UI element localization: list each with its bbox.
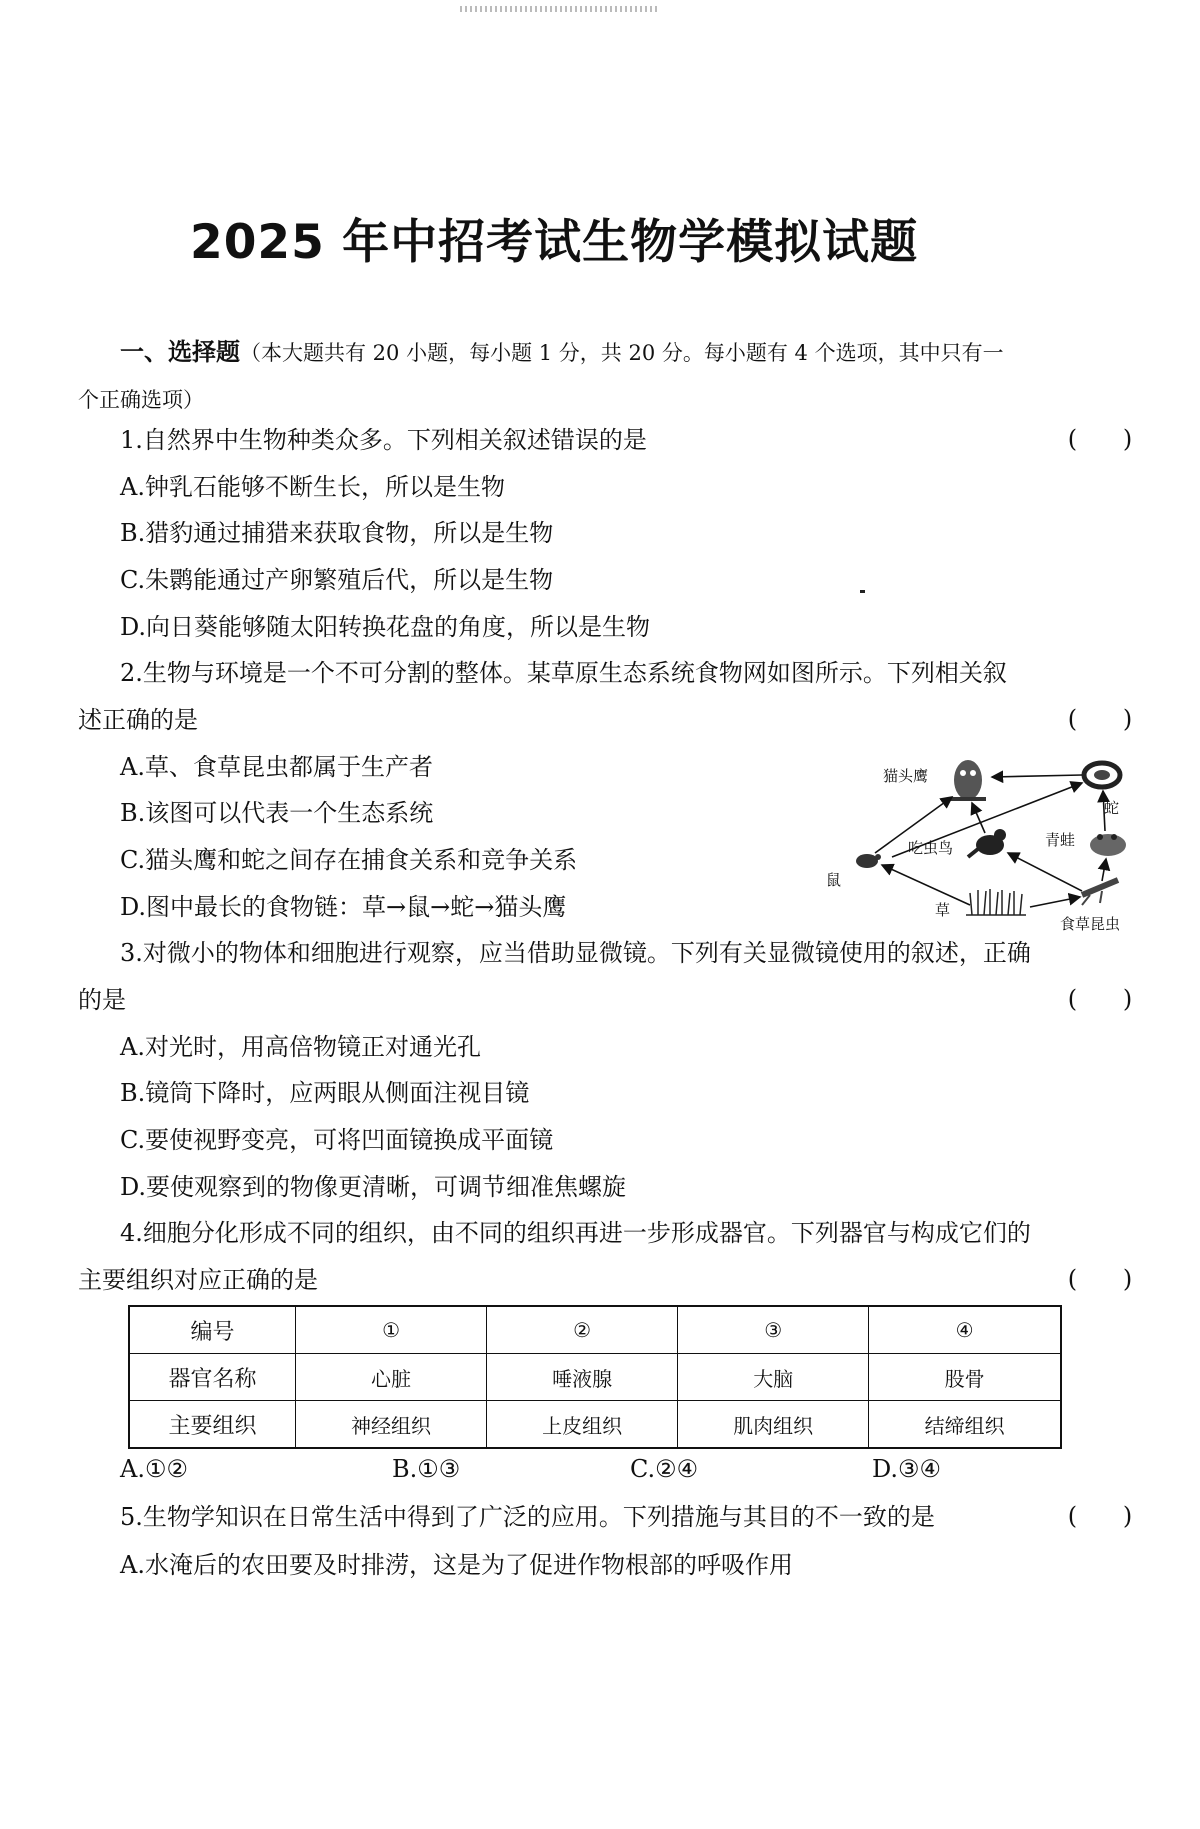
q5-stem: 5.生物学知识在日常生活中得到了广泛的应用。下列措施与其目的不一致的是 — [120, 1503, 935, 1531]
food-web-figure — [820, 745, 1130, 935]
table-cell: ② — [487, 1306, 678, 1354]
section-heading: 一、选择题 — [120, 337, 240, 366]
q2-option-a: A.草、食草昆虫都属于生产者 — [120, 753, 433, 781]
table-cell: 唾液腺 — [487, 1354, 678, 1401]
q2-option-b: B.该图可以代表一个生态系统 — [120, 799, 434, 827]
q4-stem-line2: 主要组织对应正确的是 — [78, 1266, 318, 1294]
label-bird: 吃虫鸟 — [908, 839, 954, 857]
q1-option-a: A.钟乳石能够不断生长，所以是生物 — [120, 473, 505, 501]
q1-option-c: C.朱鹮能通过产卵繁殖后代，所以是生物 — [120, 566, 554, 594]
table-row — [129, 1306, 1061, 1354]
table-cell: 肌肉组织 — [678, 1401, 869, 1449]
section-note: （本大题共有 20 小题，每小题 1 分，共 20 分。每小题有 4 个选项，其中只有一 — [240, 341, 1004, 365]
row-header-organ: 器官名称 — [129, 1354, 296, 1401]
q2-answer-paren: ( ) — [1067, 705, 1133, 733]
owl-icon — [950, 760, 986, 801]
q4-option-d: D.③④ — [872, 1455, 942, 1483]
q3-option-c: C.要使视野变亮，可将凹面镜换成平面镜 — [120, 1126, 554, 1154]
insect-icon — [1082, 880, 1118, 905]
table-cell: 大脑 — [678, 1354, 869, 1401]
table-row — [129, 1401, 1061, 1449]
table-cell: ④ — [869, 1306, 1061, 1354]
section-heading-line — [120, 337, 1004, 368]
table-cell: 心脏 — [296, 1354, 487, 1401]
q3-stem-line1: 3.对微小的物体和细胞进行观察，应当借助显微镜。下列有关显微镜使用的叙述，正确 — [120, 939, 1031, 967]
label-grass: 草 — [935, 901, 951, 919]
q3-option-a: A.对光时，用高倍物镜正对通光孔 — [120, 1033, 481, 1061]
table-cell: 神经组织 — [296, 1401, 487, 1449]
q2-option-d: D.图中最长的食物链：草→鼠→蛇→猫头鹰 — [120, 893, 567, 921]
table-cell: 股骨 — [869, 1354, 1061, 1401]
organ-tissue-table — [128, 1305, 1062, 1449]
grass-icon — [966, 889, 1026, 915]
frog-icon — [1090, 834, 1126, 856]
label-owl: 猫头鹰 — [883, 767, 929, 785]
bird-icon — [968, 829, 1006, 857]
scan-speck — [860, 590, 865, 593]
q1-stem: 1.自然界中生物种类众多。下列相关叙述错误的是 — [120, 426, 647, 454]
q4-answer-paren: ( ) — [1067, 1265, 1133, 1293]
table-cell: 上皮组织 — [487, 1401, 678, 1449]
table-cell: 结缔组织 — [869, 1401, 1061, 1449]
q2-stem-line1: 2.生物与环境是一个不可分割的整体。某草原生态系统食物网如图所示。下列相关叙 — [120, 659, 1007, 687]
q4-stem-line1: 4.细胞分化形成不同的组织，由不同的组织再进一步形成器官。下列器官与构成它们的 — [120, 1219, 1031, 1247]
q4-option-b: B.①③ — [392, 1455, 461, 1483]
q1-option-d: D.向日葵能够随太阳转换花盘的角度，所以是生物 — [120, 613, 651, 641]
mouse-icon — [856, 854, 881, 868]
table-cell: ① — [296, 1306, 487, 1354]
label-snake: 蛇 — [1104, 799, 1120, 817]
table-cell: ③ — [678, 1306, 869, 1354]
row-header-tissue: 主要组织 — [129, 1401, 296, 1449]
label-frog: 青蛙 — [1045, 831, 1076, 849]
q3-stem-line2: 的是 — [78, 986, 126, 1014]
label-mouse: 鼠 — [826, 871, 842, 889]
q1-answer-paren: ( ) — [1067, 425, 1133, 453]
q1-option-b: B.猎豹通过捕猎来获取食物，所以是生物 — [120, 519, 554, 547]
q3-option-b: B.镜筒下降时，应两眼从侧面注视目镜 — [120, 1079, 530, 1107]
q5-option-a: A.水淹后的农田要及时排涝，这是为了促进作物根部的呼吸作用 — [120, 1551, 793, 1579]
q3-option-d: D.要使观察到的物像更清晰，可调节细准焦螺旋 — [120, 1173, 627, 1201]
table-row — [129, 1354, 1061, 1401]
q3-answer-paren: ( ) — [1067, 985, 1133, 1013]
label-insect: 食草昆虫 — [1060, 915, 1121, 933]
section-note-cont: 个正确选项） — [78, 388, 204, 412]
q5-answer-paren: ( ) — [1067, 1502, 1133, 1530]
q4-option-c: C.②④ — [630, 1455, 699, 1483]
snake-icon — [1084, 763, 1120, 787]
page-title: 2025 年中招考试生物学模拟试题 — [190, 215, 919, 270]
row-header-number: 编号 — [129, 1306, 296, 1354]
food-web-diagram — [820, 745, 1130, 935]
q2-stem-line2: 述正确的是 — [78, 706, 198, 734]
q4-option-a: A.①② — [120, 1455, 188, 1483]
scan-artifact — [460, 6, 660, 12]
q2-option-c: C.猫头鹰和蛇之间存在捕食关系和竞争关系 — [120, 846, 578, 874]
